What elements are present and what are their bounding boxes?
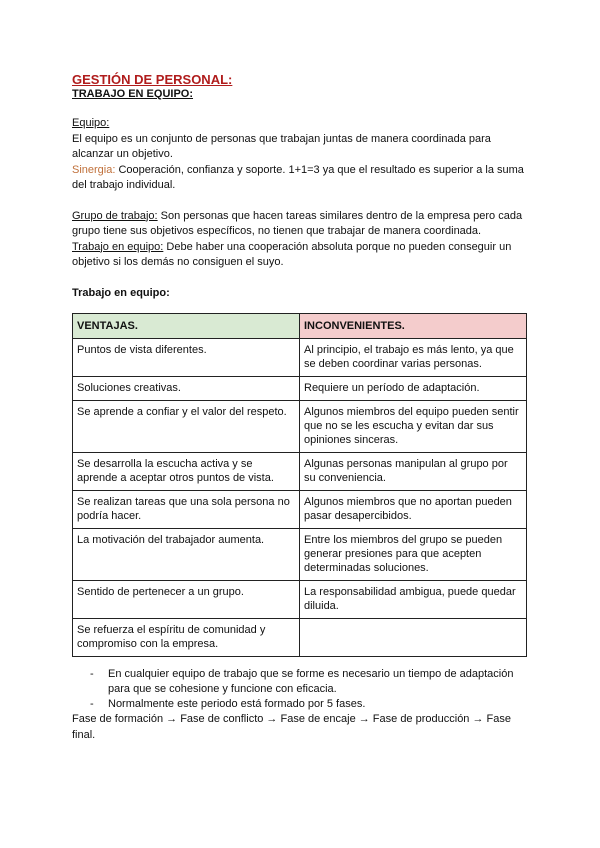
table-row bbox=[73, 491, 527, 529]
bullet-item: - En cualquier equipo de trabajo que se forme es necesario un tiempo de adaptación para que se cohesione y funcione con eficacia. bbox=[108, 667, 530, 697]
document-subtitle: TRABAJO EN EQUIPO: bbox=[72, 88, 194, 100]
ventaja-cell: Sentido de pertenecer a un grupo. bbox=[73, 581, 300, 619]
table-heading: Trabajo en equipo: bbox=[72, 286, 170, 299]
sinergia-label: Sinergia: bbox=[72, 163, 116, 176]
inconveniente-cell bbox=[300, 619, 527, 657]
equipo-definition: El equipo es un conjunto de personas que trabajan juntas de manera coordinada para alcanzar un objetivo. bbox=[72, 132, 491, 160]
equipo-label-line bbox=[72, 116, 530, 132]
bullet-list bbox=[72, 667, 530, 712]
header-ventajas: VENTAJAS. bbox=[73, 314, 300, 339]
document-title: GESTIÓN DE PERSONAL: bbox=[72, 72, 233, 87]
sinergia-text: Cooperación, confianza y soporte. 1+1=3 ya que el resultado es superior a la suma del trabajo individual. bbox=[72, 163, 524, 191]
grupo-trabajo-paragraph bbox=[72, 209, 530, 240]
pros-cons-table bbox=[72, 313, 527, 657]
document-page bbox=[72, 72, 530, 743]
ventaja-cell: Se aprende a confiar y el valor del respeto. bbox=[73, 401, 300, 453]
ventaja-cell: Se desarrolla la escucha activa y se aprende a aceptar otros puntos de vista. bbox=[73, 453, 300, 491]
trabajo-equipo-paragraph bbox=[72, 240, 530, 271]
trabajo-equipo-text: Debe haber una cooperación absoluta porque no pueden conseguir un objetivo si los demás no consiguen el suyo. bbox=[72, 240, 512, 268]
trabajo-equipo-label: Trabajo en equipo: bbox=[72, 240, 164, 253]
inconveniente-cell: Algunas personas manipulan al grupo por su conveniencia. bbox=[300, 453, 527, 491]
inconveniente-cell: La responsabilidad ambigua, puede quedar diluida. bbox=[300, 581, 527, 619]
ventaja-cell: La motivación del trabajador aumenta. bbox=[73, 529, 300, 581]
table-header-row bbox=[73, 314, 527, 339]
ventaja-cell: Se refuerza el espíritu de comunidad y compromiso con la empresa. bbox=[73, 619, 300, 657]
table-row bbox=[73, 529, 527, 581]
inconveniente-cell: Algunos miembros que no aportan pueden pasar desapercibidos. bbox=[300, 491, 527, 529]
table-row bbox=[73, 619, 527, 657]
ventaja-cell: Se realizan tareas que una sola persona no podría hacer. bbox=[73, 491, 300, 529]
ventaja-cell: Soluciones creativas. bbox=[73, 377, 300, 401]
grupo-trabajo-label: Grupo de trabajo: bbox=[72, 209, 158, 222]
sinergia-paragraph bbox=[72, 163, 530, 194]
equipo-label: Equipo: bbox=[72, 117, 110, 129]
inconveniente-cell: Entre los miembros del grupo se pueden generar presiones para que acepten determinadas soluciones. bbox=[300, 529, 527, 581]
inconveniente-cell: Algunos miembros del equipo pueden sentir que no se les escucha y evitan dar sus opiniones sinceras. bbox=[300, 401, 527, 453]
table-row bbox=[73, 377, 527, 401]
grupo-trabajo-text: Son personas que hacen tareas similares dentro de la empresa pero cada grupo tiene sus objetivos específicos, no tienen que trabajar de manera coordinada. bbox=[72, 209, 523, 237]
header-inconvenientes: INCONVENIENTES. bbox=[300, 314, 527, 339]
inconveniente-cell: Requiere un período de adaptación. bbox=[300, 377, 527, 401]
inconveniente-cell: Al principio, el trabajo es más lento, ya que se deben coordinar varias personas. bbox=[300, 339, 527, 377]
ventaja-cell: Puntos de vista diferentes. bbox=[73, 339, 300, 377]
phases-sequence: Fase de formación → Fase de conflicto → Fase de encaje → Fase de producción → Fase final. bbox=[72, 713, 511, 741]
bullet-item: - Normalmente este periodo está formado por 5 fases. bbox=[108, 697, 530, 712]
table-row bbox=[73, 401, 527, 453]
table-row bbox=[73, 339, 527, 377]
table-row bbox=[73, 453, 527, 491]
table-row bbox=[73, 581, 527, 619]
